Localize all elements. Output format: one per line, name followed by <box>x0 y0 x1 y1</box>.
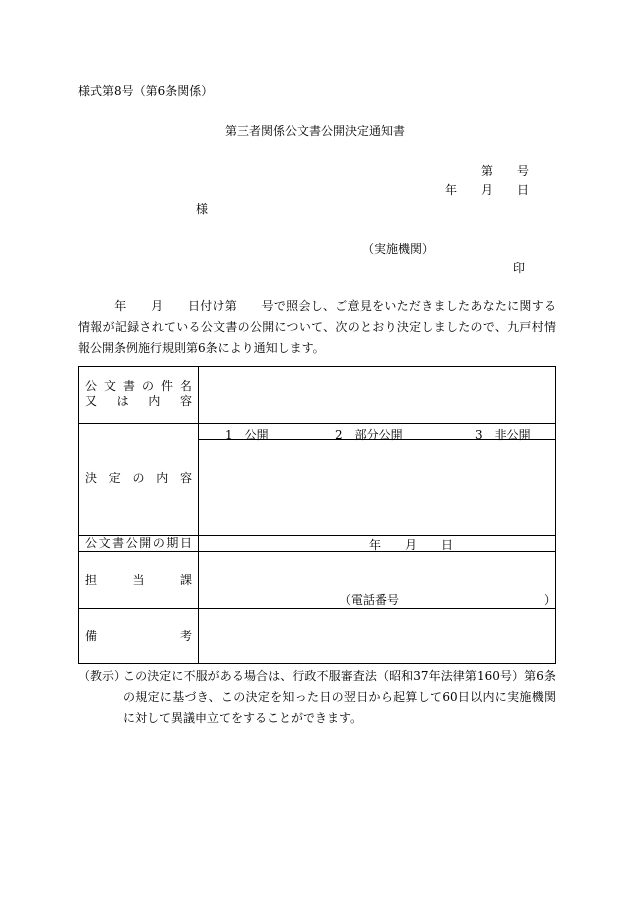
date-year: 年 <box>445 183 458 197</box>
body-paragraph <box>78 296 556 359</box>
notice-text: この決定に不服がある場合は、行政不服審査法（昭和37年法律第160号）第6条の規定に基づき、この決定を知った日の翌日から起算して60日以内に実施機関に対して異議申立てをすることができます。 <box>123 669 556 725</box>
number-suffix: 号 <box>517 164 530 178</box>
option-full-disclosure[interactable]: 1 公開 <box>225 428 269 442</box>
row-label-department: 担 当 課 <box>85 573 192 587</box>
document-title: 第三者関係公文書公開決定通知書 <box>224 124 405 138</box>
row-label-remarks: 備 考 <box>85 629 192 643</box>
option-partial-disclosure[interactable]: 2 部分公開 <box>335 428 403 442</box>
table-row-divider <box>79 423 555 424</box>
issue-date-line <box>445 183 529 197</box>
table-row-divider <box>79 608 555 609</box>
date-day: 日 <box>517 183 530 197</box>
table-row-divider <box>79 551 555 552</box>
disclosure-date: 年 月 日 <box>369 538 454 552</box>
number-prefix: 第 <box>481 164 494 178</box>
date-month: 月 <box>481 183 494 197</box>
option-non-disclosure[interactable]: 3 非公開 <box>475 428 531 442</box>
row-label-document-name: 公 文 書 の 件 名 又 は 内 容 <box>85 379 192 408</box>
document-number-line <box>481 164 529 178</box>
body-text: 年 月 日付け第 号で照会し、ご意見をいただきましたあなたに関する情報が記録されている公文書の公開について、次のとおり決定しましたので、九戸村情報公開条例施行規則第6条により通知します。 <box>78 299 556 355</box>
seal-mark: 印 <box>513 261 526 275</box>
phone-number-label: （電話番号 <box>339 593 400 607</box>
notice-label: （教示） <box>78 669 127 683</box>
row-label-decision: 決 定 の 内 容 <box>85 471 192 485</box>
table-column-divider <box>198 367 199 663</box>
decision-table <box>78 366 556 664</box>
phone-number-close: ） <box>544 593 557 607</box>
row-label-disclosure-date: 公 文 書 公 開 の 期 日 <box>85 536 192 550</box>
addressee-suffix: 様 <box>196 202 209 216</box>
implementing-agency: （実施機関） <box>362 242 435 256</box>
form-number: 様式第8号（第6条関係） <box>78 84 214 98</box>
